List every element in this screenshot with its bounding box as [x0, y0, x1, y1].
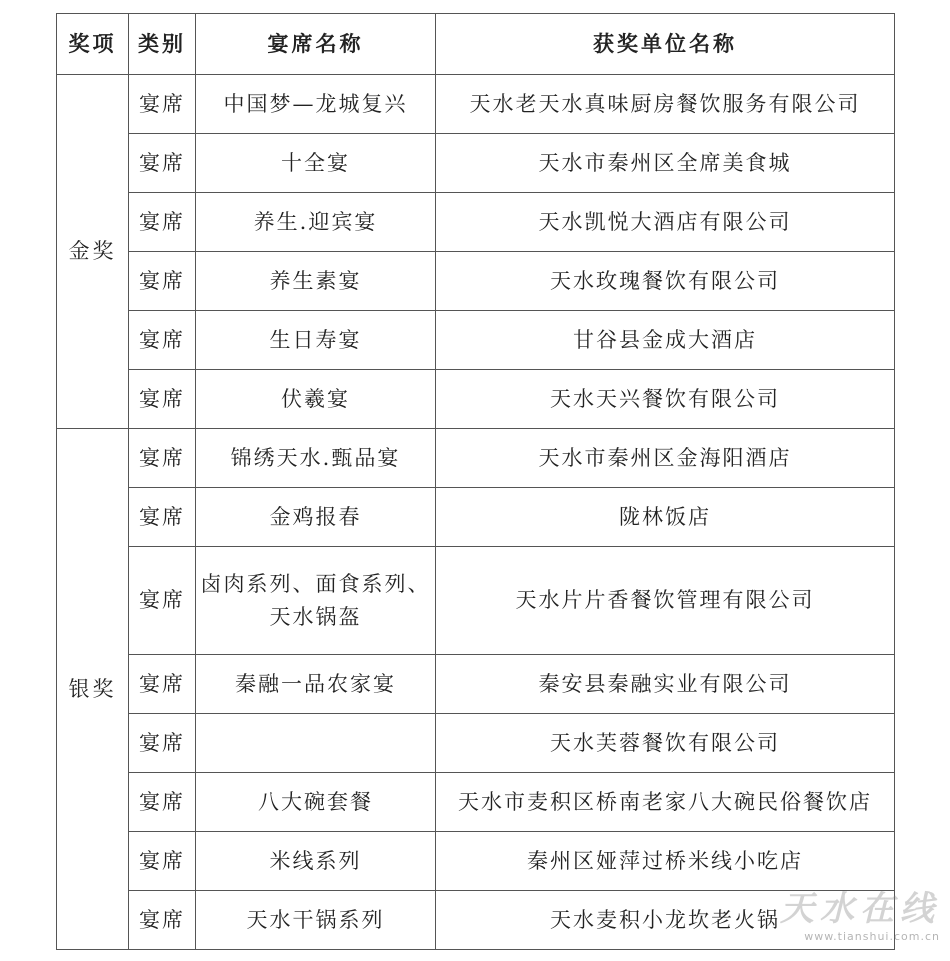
category-cell: 宴席 [129, 75, 196, 134]
banquet-name-cell: 天水干锅系列 [196, 891, 436, 950]
winner-unit-cell: 天水芙蓉餐饮有限公司 [436, 714, 895, 773]
header-category: 类别 [129, 14, 196, 75]
banquet-name-cell: 伏羲宴 [196, 370, 436, 429]
banquet-name-cell: 卤肉系列、面食系列、天水锅盔 [196, 547, 436, 655]
winner-unit-cell: 天水麦积小龙坎老火锅 [436, 891, 895, 950]
category-cell: 宴席 [129, 370, 196, 429]
table-row [57, 891, 895, 950]
winner-unit-cell: 天水片片香餐饮管理有限公司 [436, 547, 895, 655]
winner-unit-cell: 天水市秦州区金海阳酒店 [436, 429, 895, 488]
category-cell: 宴席 [129, 714, 196, 773]
category-cell: 宴席 [129, 429, 196, 488]
header-unit: 获奖单位名称 [436, 14, 895, 75]
winner-unit-cell: 天水市秦州区全席美食城 [436, 134, 895, 193]
category-cell: 宴席 [129, 773, 196, 832]
category-cell: 宴席 [129, 252, 196, 311]
winner-unit-cell: 天水凯悦大酒店有限公司 [436, 193, 895, 252]
banquet-name-cell: 金鸡报春 [196, 488, 436, 547]
header-name: 宴席名称 [196, 14, 436, 75]
banquet-name-cell: 中国梦—龙城复兴 [196, 75, 436, 134]
winner-unit-cell: 甘谷县金成大酒店 [436, 311, 895, 370]
category-cell: 宴席 [129, 655, 196, 714]
winner-unit-cell: 秦州区娅萍过桥米线小吃店 [436, 832, 895, 891]
gold-award-label: 金奖 [57, 75, 129, 429]
table-row [57, 311, 895, 370]
table-row [57, 429, 895, 488]
winner-unit-cell: 天水老天水真味厨房餐饮服务有限公司 [436, 75, 895, 134]
winner-unit-cell: 天水天兴餐饮有限公司 [436, 370, 895, 429]
table-row [57, 134, 895, 193]
category-cell: 宴席 [129, 134, 196, 193]
category-cell: 宴席 [129, 311, 196, 370]
table-row [57, 773, 895, 832]
category-cell: 宴席 [129, 891, 196, 950]
winner-unit-cell: 陇林饭店 [436, 488, 895, 547]
banquet-name-cell: 养生.迎宾宴 [196, 193, 436, 252]
banquet-name-cell: 秦融一品农家宴 [196, 655, 436, 714]
category-cell: 宴席 [129, 193, 196, 252]
winner-unit-cell: 秦安县秦融实业有限公司 [436, 655, 895, 714]
watermark-url: www.tianshui.com.cn [804, 930, 940, 943]
banquet-name-cell: 锦绣天水.甄品宴 [196, 429, 436, 488]
table-row [57, 714, 895, 773]
banquet-name-cell: 生日寿宴 [196, 311, 436, 370]
table-row [57, 547, 895, 655]
banquet-name-cell [196, 714, 436, 773]
banquet-name-cell: 八大碗套餐 [196, 773, 436, 832]
winner-unit-cell: 天水玫瑰餐饮有限公司 [436, 252, 895, 311]
silver-award-label: 银奖 [57, 429, 129, 950]
header-row [57, 14, 895, 75]
banquet-name-cell: 养生素宴 [196, 252, 436, 311]
table-row [57, 193, 895, 252]
table-row [57, 655, 895, 714]
table-row [57, 832, 895, 891]
header-award: 奖项 [57, 14, 129, 75]
table-row [57, 488, 895, 547]
category-cell: 宴席 [129, 547, 196, 655]
category-cell: 宴席 [129, 488, 196, 547]
table-row [57, 252, 895, 311]
banquet-name-cell: 米线系列 [196, 832, 436, 891]
awards-table [56, 13, 895, 950]
table-row [57, 75, 895, 134]
banquet-name-cell: 十全宴 [196, 134, 436, 193]
category-cell: 宴席 [129, 832, 196, 891]
winner-unit-cell: 天水市麦积区桥南老家八大碗民俗餐饮店 [436, 773, 895, 832]
watermark-logo: 天水在线 [780, 889, 940, 929]
table-row [57, 370, 895, 429]
